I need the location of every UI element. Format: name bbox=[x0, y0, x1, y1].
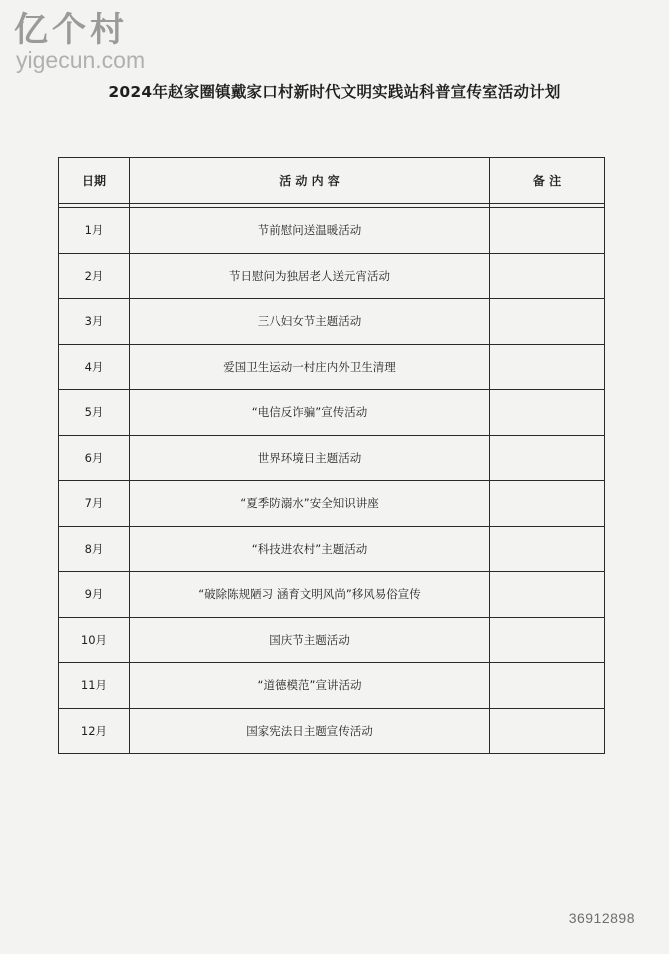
table-row bbox=[59, 663, 605, 709]
cell-content: “破除陈规陋习 涵育文明风尚”移风易俗宣传 bbox=[130, 572, 490, 618]
cell-note bbox=[490, 481, 605, 527]
table-header-row bbox=[59, 158, 605, 204]
cell-content: 节前慰问送温暖活动 bbox=[130, 208, 490, 254]
header-month: 日期 bbox=[59, 158, 130, 204]
cell-content: “电信反诈骗”宣传活动 bbox=[130, 390, 490, 436]
cell-month: 3月 bbox=[59, 299, 130, 345]
table-row bbox=[59, 299, 605, 345]
cell-content: “夏季防溺水”安全知识讲座 bbox=[130, 481, 490, 527]
cell-note bbox=[490, 435, 605, 481]
cell-note bbox=[490, 390, 605, 436]
document-title: 2024年赵家圈镇戴家口村新时代文明实践站科普宣传室活动计划 bbox=[108, 83, 561, 101]
cell-month: 12月 bbox=[59, 708, 130, 754]
watermark-name: 亿个村 bbox=[14, 10, 128, 50]
cell-note bbox=[490, 344, 605, 390]
cell-content: 国家宪法日主题宣传活动 bbox=[130, 708, 490, 754]
cell-note bbox=[490, 253, 605, 299]
cell-note bbox=[490, 663, 605, 709]
cell-month: 5月 bbox=[59, 390, 130, 436]
cell-month: 6月 bbox=[59, 435, 130, 481]
table-row bbox=[59, 344, 605, 390]
table-row bbox=[59, 526, 605, 572]
cell-note bbox=[490, 708, 605, 754]
table-row bbox=[59, 390, 605, 436]
cell-content: 节日慰问为独居老人送元宵活动 bbox=[130, 253, 490, 299]
table-row bbox=[59, 708, 605, 754]
cell-content: 国庆节主题活动 bbox=[130, 617, 490, 663]
table-row bbox=[59, 208, 605, 254]
cell-month: 10月 bbox=[59, 617, 130, 663]
activity-plan-table bbox=[58, 157, 605, 754]
header-note: 备 注 bbox=[490, 158, 605, 204]
cell-note bbox=[490, 526, 605, 572]
document-id: 36912898 bbox=[568, 910, 635, 926]
cell-content: 世界环境日主题活动 bbox=[130, 435, 490, 481]
cell-month: 11月 bbox=[59, 663, 130, 709]
cell-note bbox=[490, 572, 605, 618]
cell-month: 1月 bbox=[59, 208, 130, 254]
table-row bbox=[59, 253, 605, 299]
cell-note bbox=[490, 617, 605, 663]
table-row bbox=[59, 435, 605, 481]
cell-note bbox=[490, 299, 605, 345]
watermark-url: yigecun.com bbox=[16, 47, 146, 73]
cell-month: 4月 bbox=[59, 344, 130, 390]
cell-month: 7月 bbox=[59, 481, 130, 527]
cell-content: 爱国卫生运动一村庄内外卫生清理 bbox=[130, 344, 490, 390]
cell-month: 8月 bbox=[59, 526, 130, 572]
watermark-logo bbox=[14, 10, 145, 72]
table-row bbox=[59, 617, 605, 663]
cell-content: “科技进农村”主题活动 bbox=[130, 526, 490, 572]
header-content: 活 动 内 容 bbox=[130, 158, 490, 204]
cell-content: “道德模范”宣讲活动 bbox=[130, 663, 490, 709]
table-row bbox=[59, 481, 605, 527]
cell-month: 2月 bbox=[59, 253, 130, 299]
cell-note bbox=[490, 208, 605, 254]
table-row bbox=[59, 572, 605, 618]
cell-content: 三八妇女节主题活动 bbox=[130, 299, 490, 345]
cell-month: 9月 bbox=[59, 572, 130, 618]
